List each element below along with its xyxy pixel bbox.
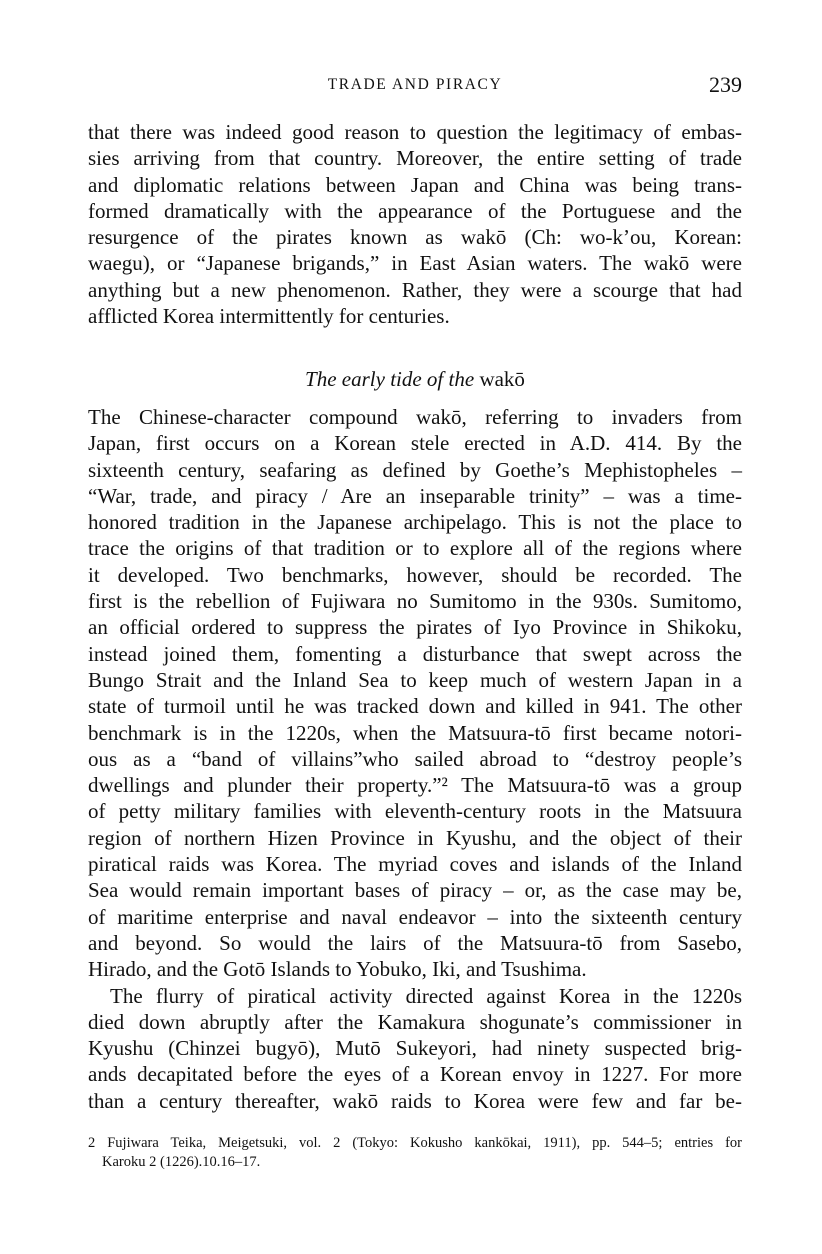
- footnote-line: 2 Fujiwara Teika, Meigetsuki, vol. 2 (Tokyo: Kokusho kankōkai, 1911), pp. 544–5; entries for: [88, 1135, 742, 1151]
- text-line: that there was indeed good reason to question the legitimacy of embas-: [88, 120, 742, 144]
- page-header: [88, 72, 742, 102]
- text-line: an official ordered to suppress the pirates of Iyo Province in Shikoku,: [88, 615, 742, 640]
- section-heading-italic: The early tide of the: [305, 367, 475, 391]
- page-number: 239: [709, 72, 742, 97]
- text-line: anything but a new phenomenon. Rather, they were a scourge that had: [88, 277, 742, 302]
- text-line: sixteenth century, seafaring as defined by Goethe’s Mephistopheles –: [88, 457, 742, 482]
- text-line: piratical raids was Korea. The myriad coves and islands of the Inland: [88, 852, 742, 877]
- text-line: honored tradition in the Japanese archipelago. This is not the place to: [88, 510, 742, 535]
- text-line: of maritime enterprise and naval endeavor – into the sixteenth century: [88, 904, 742, 929]
- text-line: ous as a “band of villains”who sailed abroad to “destroy people’s: [88, 746, 742, 771]
- text-line: Sea would remain important bases of piracy – or, as the case may be,: [88, 878, 742, 903]
- text-line: benchmark is in the 1220s, when the Matsuura-tō first became notori-: [88, 720, 742, 745]
- text-line: and beyond. So would the lairs of the Matsuura-tō from Sasebo,: [88, 930, 742, 955]
- text-line: formed dramatically with the appearance of the Portuguese and the: [88, 198, 742, 223]
- text-line: first is the rebellion of Fujiwara no Sumitomo in the 930s. Sumitomo,: [88, 589, 742, 614]
- text-line: Bungo Strait and the Inland Sea to keep much of western Japan in a: [88, 667, 742, 692]
- text-line: of petty military families with eleventh-century roots in the Matsuura: [88, 799, 742, 824]
- text-line: died down abruptly after the Kamakura shogunate’s commissioner in: [88, 1009, 742, 1034]
- text-line: trace the origins of that tradition or to explore all of the regions where: [88, 536, 742, 561]
- section-heading-roman: wakō: [479, 367, 525, 391]
- text-line: “War, trade, and piracy / Are an inseparable trinity” – was a time-: [88, 483, 742, 508]
- text-line: ands decapitated before the eyes of a Korean envoy in 1227. For more: [88, 1062, 742, 1087]
- footnote-line: Karoku 2 (1226).10.16–17.: [102, 1154, 261, 1170]
- section-heading: [88, 366, 742, 392]
- text-line: resurgence of the pirates known as wakō (Ch: wo-k’ou, Korean:: [88, 225, 742, 250]
- text-line: Hirado, and the Gotō Islands to Yobuko, Iki, and Tsushima.: [88, 957, 587, 982]
- text-line: than a century thereafter, wakō raids to Korea were few and far be-: [88, 1088, 742, 1113]
- text-line: The flurry of piratical activity directed against Korea in the 1220s: [110, 983, 742, 1008]
- paragraph-2: [88, 983, 742, 1114]
- text-line: Japan, first occurs on a Korean stele erected in A.D. 414. By the: [88, 431, 742, 456]
- text-line: state of turmoil until he was tracked down and killed in 941. The other: [88, 694, 742, 719]
- text-line: Kyushu (Chinzei bugyō), Mutō Sukeyori, had ninety suspected brig-: [88, 1036, 742, 1061]
- section-body: [88, 404, 742, 1114]
- text-line: dwellings and plunder their property.”² The Matsuura-tō was a group: [88, 773, 742, 798]
- text-line: waegu), or “Japanese brigands,” in East Asian waters. The wakō were: [88, 251, 742, 276]
- paragraph-1: [88, 404, 742, 983]
- opening-paragraph: [88, 119, 742, 329]
- footnotes: [88, 1134, 742, 1172]
- running-head: TRADE AND PIRACY: [327, 76, 503, 93]
- text-line: afflicted Korea intermittently for centuries.: [88, 304, 450, 329]
- text-line: instead joined them, fomenting a disturbance that swept across the: [88, 641, 742, 666]
- text-line: it developed. Two benchmarks, however, should be recorded. The: [88, 562, 742, 587]
- text-line: sies arriving from that country. Moreover, the entire setting of trade: [88, 146, 742, 171]
- text-line: The Chinese-character compound wakō, referring to invaders from: [88, 405, 742, 429]
- text-line: region of northern Hizen Province in Kyushu, and the object of their: [88, 825, 742, 850]
- text-line: and diplomatic relations between Japan and China was being trans-: [88, 172, 742, 197]
